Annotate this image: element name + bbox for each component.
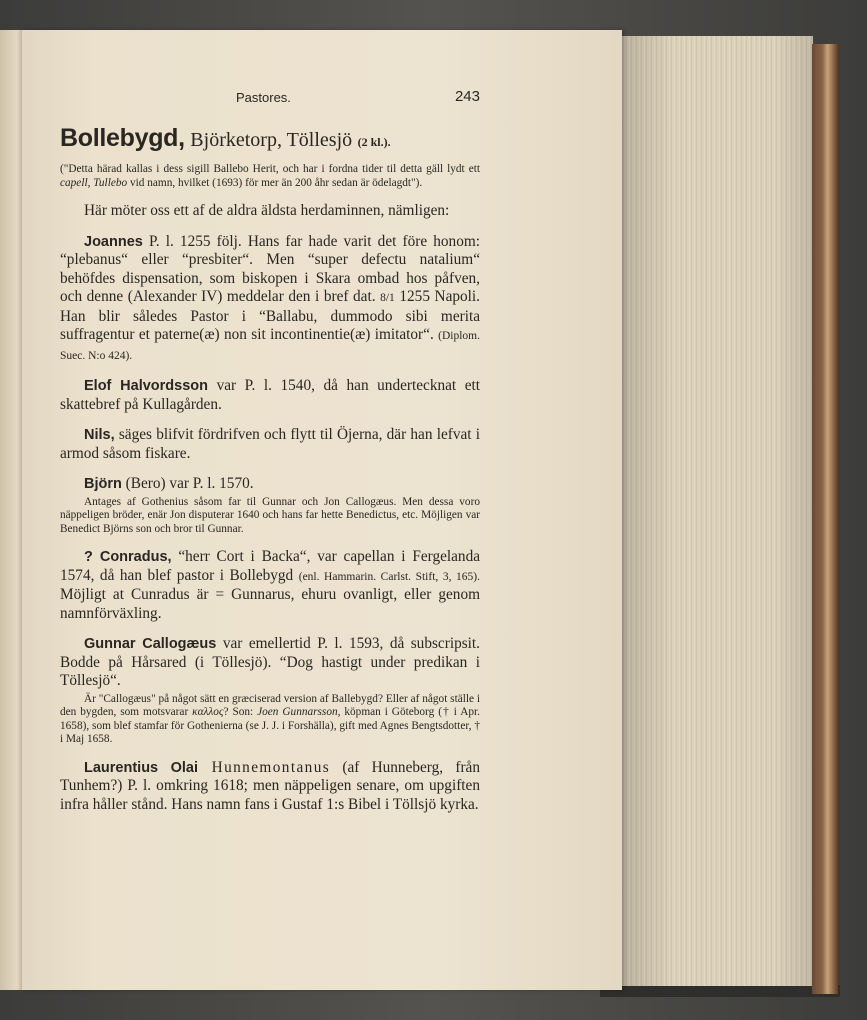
book-cover-edge (812, 44, 838, 994)
intro-note: ("Detta härad kallas i dess sigill Ballebo Herit, och har i fordna tider til detta gäll lydt ett capell, Tullebo vid namn, hvilket (1693) för mer än 200 åhr sedan är ödelagdt"). (60, 163, 480, 189)
entry-name: Joannes (84, 233, 143, 250)
entry-name: Nils, (84, 427, 115, 443)
intro-paragraph: Här möter oss ett af de aldra äldsta herdaminnen, nämligen: (84, 202, 450, 219)
book-bottom-shadow (600, 985, 840, 997)
entry-name: ? Conradus, (84, 549, 172, 565)
entry-nils: Nils, säges blifvit fördrifven och flytt til Öjerna, där han lefvat i armod såsom fiskare. (60, 426, 480, 462)
entry-elof: Elof Halvordsson var P. l. 1540, då han undertecknat ett skattebref på Kullagården. (60, 377, 481, 413)
entry-name: Laurentius Olai (84, 759, 198, 776)
page-content (60, 86, 480, 826)
entry-name: Björn (84, 476, 122, 492)
entry-bjorn: Björn (Bero) var P. l. 1570. (84, 475, 254, 492)
page-number: 243 (454, 88, 480, 105)
entry-conradus: ? Conradus, “herr Cort i Backa“, var capellan i Fergelanda 1574, då han blef pastor i Bollebygd (enl. Hammarin. Carlst. Stift, 3, 165). Möjligt at Cunradus är = Gunnarus, ehuru ovanligt, eller genom namnförväxling. (60, 548, 481, 622)
entry-gunnar-note: Är "Callogæus" på något sätt en græciserad version af Ballebygd? Eller af något ställe i den bygden, som motsvarar καλλος? Son: Joen Gunnarsson, köpman i Göteborg († i Apr. 1658), som blef stamfar för Gothenierna (se J. J. i Forshälla), gift med Agnes Bengtsdotter, † i Maj 1658. (60, 692, 480, 745)
parish-annexes: Björketorp, Töllesjö (190, 129, 353, 151)
entry-gunnar: Gunnar Callogæus var emellertid P. l. 1593, då subscripsit. Bodde på Hårsared (i Töllesjö). “Dog hastigt under predikan i Töllesjö“. (60, 635, 480, 689)
running-head (60, 86, 480, 110)
entry-bjorn-note: Antages af Gothenius såsom far til Gunnar och Jon Callogæus. Men dessa voro näppeligen bröder, enär Jon disputerar 1640 och hans far hette Benedictus, etc. Möjligen var Benedict Björns son och bror til Gunnar. (60, 495, 480, 535)
entry-name: Gunnar Callogæus (84, 636, 217, 652)
entry-joannes: Joannes P. l. 1255 följ. Hans far hade varit det före honom: “plebanus“ eller “presbiter“. Men “super defectu natalium“ behöfdes dispensation, som biskopen i Skara ombad hos påfven, och denne (Alexander IV) meddelar den i bref dat. 8/1 1255 Napoli. Han blir således Pastor i “Ballabu, dummodo sibi merita suffragentur et paterne(æ) non sit incontinentie(æ) imitator“. (Diplom. Suec. N:o 424). (60, 232, 480, 362)
parish-heading (60, 124, 480, 153)
page-stack-edge (612, 36, 813, 986)
entry-name: Elof Halvordsson (84, 378, 208, 394)
running-head-title: Pastores. (236, 90, 291, 105)
parish-name: Bollebygd, (60, 124, 185, 152)
parish-class: (2 kl.). (357, 135, 391, 149)
entry-laurentius: Laurentius Olai Hunnemontanus (af Hunneberg, från Tunhem?) P. l. omkring 1618; men näppeligen senare, om upgiften infra håller stånd. Hans namn fans i Gustaf 1:s Bibel i Töllsjö kyrka. (60, 758, 480, 813)
